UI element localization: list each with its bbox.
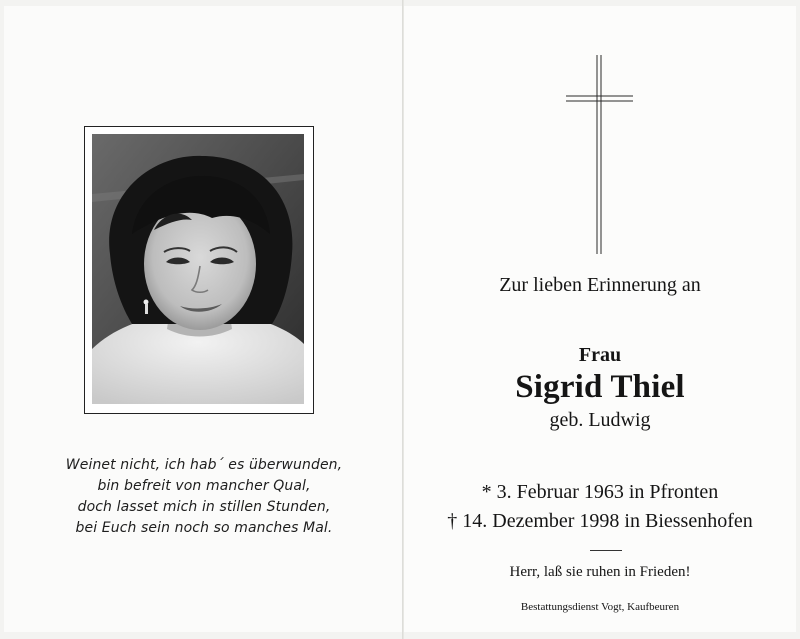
poem-line: bin befreit von mancher Qual, xyxy=(97,478,311,494)
portrait-photo xyxy=(92,134,304,404)
honorific: Frau xyxy=(578,344,622,366)
poem-line: bei Euch sein noch so manches Mal. xyxy=(75,520,333,536)
divider xyxy=(590,550,622,551)
blessing: Herr, laß sie ruhen in Frieden! xyxy=(509,564,691,580)
death-date: † 14. Dezember 1998 in Biessenhofen xyxy=(447,510,753,532)
poem xyxy=(20,455,388,539)
portrait-illustration xyxy=(92,134,304,404)
undertaker: Bestattungsdienst Vogt, Kaufbeuren xyxy=(520,601,680,613)
poem-line: Weinet nicht, ich hab´ es überwunden, xyxy=(65,457,343,473)
card-fold xyxy=(402,0,404,639)
remembrance-heading: Zur lieben Erinnerung an xyxy=(499,274,701,296)
portrait-frame xyxy=(84,126,314,414)
poem-line: doch lasset mich in stillen Stunden, xyxy=(77,499,331,515)
maiden-name: geb. Ludwig xyxy=(549,409,651,431)
deceased-name: Sigrid Thiel xyxy=(515,369,685,405)
cross-icon xyxy=(560,52,640,257)
birth-date: * 3. Februar 1963 in Pfronten xyxy=(481,481,719,503)
